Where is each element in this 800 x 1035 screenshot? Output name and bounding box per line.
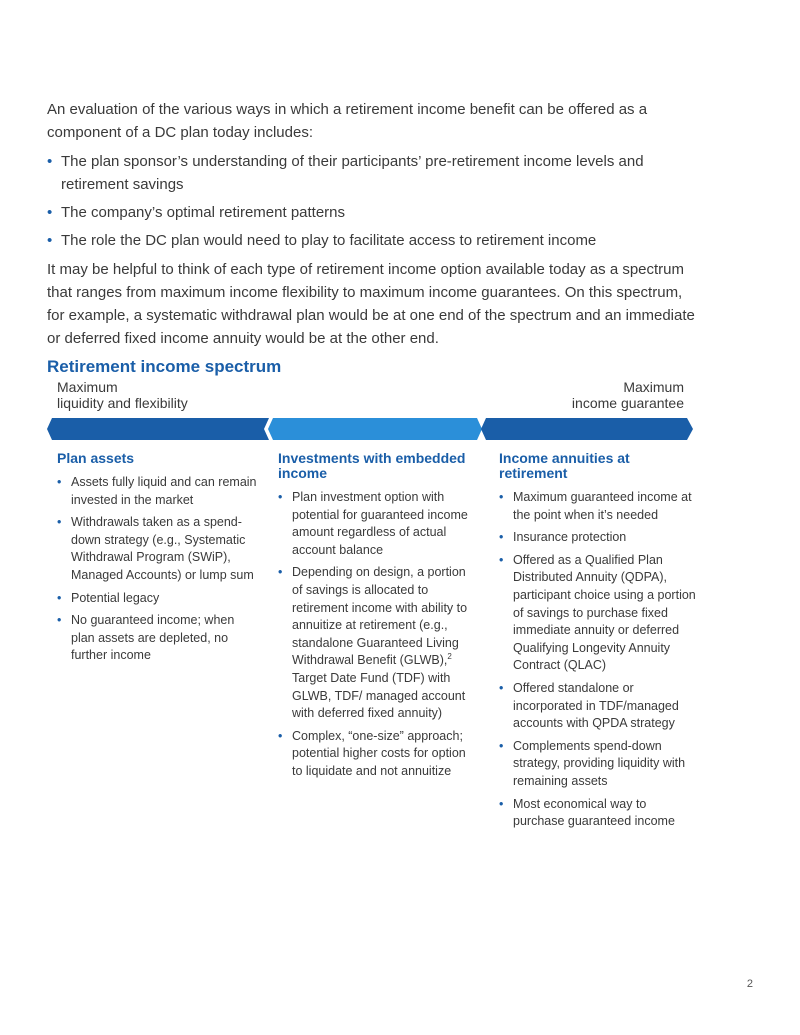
page-number: 2: [746, 978, 753, 990]
list-item: • The plan sponsor’s understanding of their participants’ pre-retirement income levels and retirement savings: [47, 150, 697, 196]
spectrum-right-label: Maximum income guarantee: [571, 379, 684, 411]
spectrum-segment-annuities: [481, 418, 693, 440]
list-item: • The role the DC plan would need to play to facilitate access to retirement income: [47, 229, 697, 252]
column-title: Income annuities at retirement: [499, 450, 630, 481]
list-item: • Assets fully liquid and can remain invested in the market: [57, 475, 257, 507]
column-title: Plan assets: [57, 450, 135, 466]
list-item: • No guaranteed income; when plan assets are depleted, no further income: [57, 613, 235, 663]
column-bullet-list: [499, 489, 699, 831]
spectrum-explanation-paragraph: It may be helpful to think of each type of retirement income option available today as a spectrum that ranges from maximum income flexibility to maximum income guarantees. On this spectrum, for example, a systematic withdrawal plan would be at one end of the spectrum and an immediate or deferred fixed income annuity would be at the other end.: [47, 261, 695, 347]
bullet-icon: •: [47, 204, 53, 221]
bullet-icon: •: [278, 728, 283, 743]
bullet-icon: •: [499, 680, 504, 695]
list-item: • Withdrawals taken as a spend-down strategy (e.g., Systematic Withdrawal Program (SWiP), Managed Accounts) or lump sum: [57, 515, 254, 582]
bullet-icon: •: [57, 590, 62, 605]
bullet-icon: •: [47, 153, 53, 170]
bullet-icon: •: [57, 515, 62, 530]
spectrum-title: Retirement income spectrum: [47, 357, 282, 376]
intro-paragraph: An evaluation of the various ways in which a retirement income benefit can be offered as a component of a DC plan today includes:: [47, 101, 648, 141]
bullet-icon: •: [499, 796, 504, 811]
column-plan-assets: [57, 451, 257, 670]
column-income-annuities: [499, 451, 699, 836]
list-item: • Offered as a Qualified Plan Distributed Annuity (QDPA), participant choice using a portion of savings to purchase fixed immediate annuity or deferred Qualifying Longevity Annuity Contract (QLAC): [499, 552, 696, 673]
list-item: • Complex, “one-size” approach; potential higher costs for option to liquidate and not annuitize: [278, 728, 466, 778]
column-title: Investments with embedded income: [278, 450, 466, 481]
list-item: • Potential legacy: [57, 590, 257, 608]
list-item: • Depending on design, a portion of savings is allocated to retirement income with ability to annuitize at retirement (e.g., standalone Guaranteed Living Withdrawal Benefit (GLWB),$^2$ Target Date Fund (TDF) with GLWB, TDF/ managed account with deferred fixed annuity): [278, 565, 468, 721]
bullet-icon: •: [499, 552, 504, 567]
bullet-icon: •: [57, 613, 62, 628]
intro-bullet-list: [47, 150, 697, 252]
list-item: • The company’s optimal retirement patterns: [47, 201, 697, 224]
column-bullet-list: [57, 474, 257, 665]
bullet-icon: •: [499, 490, 504, 504]
column-investments-embedded-income: [278, 451, 478, 786]
footnote-marker: 2: [447, 652, 452, 662]
bullet-icon: •: [47, 232, 53, 249]
spectrum-left-label: Maximum liquidity and flexibility: [57, 379, 188, 411]
bullet-icon: •: [499, 530, 504, 545]
list-item: • Offered standalone or incorporated in TDF/managed accounts with QPDA strategy: [499, 680, 679, 731]
bullet-icon: •: [499, 738, 504, 753]
bullet-icon: •: [278, 490, 283, 504]
list-item: • Insurance protection: [499, 529, 699, 547]
spectrum-segment-investments: [268, 418, 482, 440]
list-item: • Maximum guaranteed income at the point when it’s needed: [499, 490, 692, 522]
list-item: • Plan investment option with potential for guaranteed income amount regardless of actual account balance: [278, 490, 468, 557]
bullet-icon: •: [278, 565, 283, 580]
column-bullet-list: [278, 489, 478, 781]
list-item: • Complements spend-down strategy, providing liquidity with remaining assets: [499, 738, 686, 788]
bullet-icon: •: [57, 475, 62, 489]
list-item: • Most economical way to purchase guaranteed income: [499, 796, 675, 829]
spectrum-arrow-bar: [47, 418, 693, 440]
intro-section: [47, 98, 697, 350]
spectrum-segment-plan-assets: [47, 418, 269, 440]
